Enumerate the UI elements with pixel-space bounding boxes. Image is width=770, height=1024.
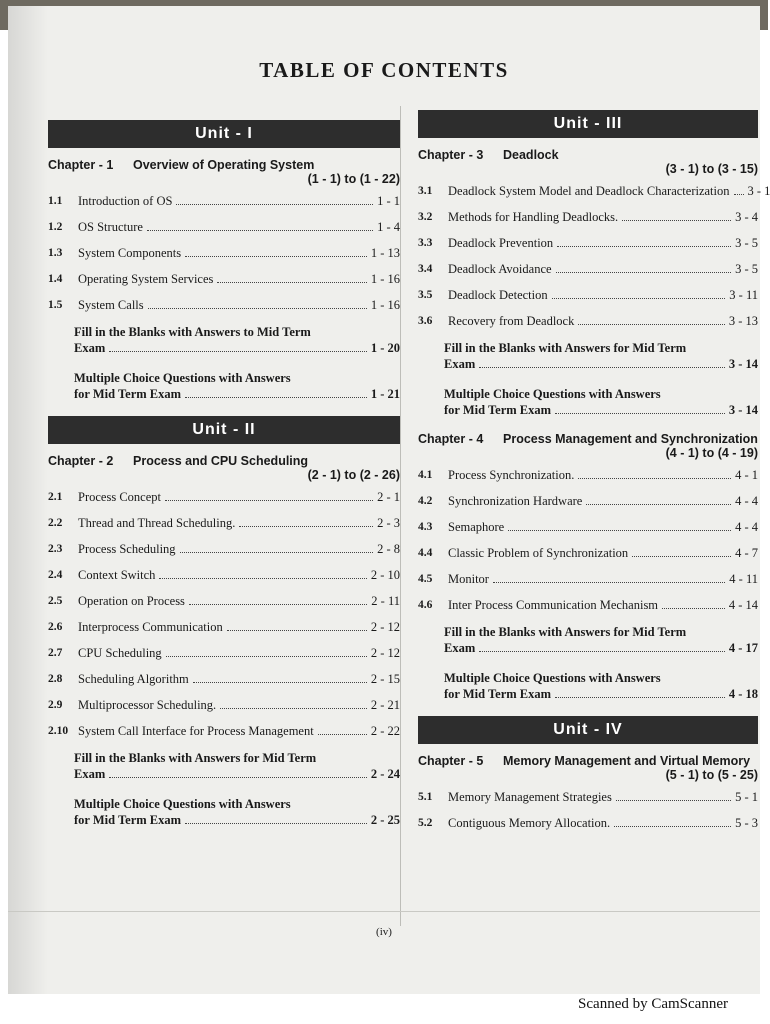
unit-header: Unit - II bbox=[48, 416, 400, 444]
section-number: 2.9 bbox=[48, 699, 63, 711]
dot-leader bbox=[239, 526, 373, 527]
review-page: 4 - 18 bbox=[728, 687, 758, 701]
chapter-heading bbox=[418, 148, 758, 176]
section-number: 1.1 bbox=[48, 195, 63, 207]
section-number: 3.2 bbox=[418, 211, 433, 223]
toc-entry bbox=[48, 568, 400, 583]
dot-leader bbox=[318, 734, 367, 735]
review-title-line2 bbox=[74, 340, 400, 356]
dot-leader bbox=[479, 651, 725, 652]
section-page: 2 - 21 bbox=[370, 698, 400, 712]
section-title: Operation on Process bbox=[78, 594, 185, 608]
section-number: 4.1 bbox=[418, 469, 433, 481]
review-title-line2 bbox=[74, 812, 400, 828]
section-number: 3.3 bbox=[418, 237, 433, 249]
review-section bbox=[74, 796, 400, 828]
dot-leader bbox=[616, 800, 731, 801]
section-title: Deadlock Prevention bbox=[448, 236, 554, 250]
review-section bbox=[74, 324, 400, 356]
section-title: Process Concept bbox=[78, 490, 161, 504]
section-title: Deadlock Detection bbox=[448, 288, 548, 302]
column-divider bbox=[400, 106, 401, 926]
toc-entry bbox=[48, 542, 400, 557]
section-title: Memory Management Strategies bbox=[448, 790, 612, 804]
dot-leader bbox=[479, 367, 725, 368]
review-title-end: for Mid Term Exam bbox=[444, 687, 552, 701]
toc-entry bbox=[48, 490, 400, 505]
review-page: 1 - 21 bbox=[370, 387, 400, 401]
section-page: 3 - 5 bbox=[735, 262, 758, 276]
unit-header: Unit - IV bbox=[418, 716, 758, 744]
toc-entry bbox=[418, 288, 758, 303]
toc-entry bbox=[48, 220, 400, 235]
toc-entry bbox=[48, 194, 400, 209]
review-section bbox=[74, 370, 400, 402]
section-title: Deadlock System Model and Deadlock Characterization bbox=[448, 184, 730, 198]
review-title-line2 bbox=[74, 386, 400, 402]
section-page: 2 - 1 bbox=[377, 490, 400, 504]
section-page: 5 - 3 bbox=[735, 816, 758, 830]
chapter-number: Chapter - 3 bbox=[418, 148, 484, 162]
dot-leader bbox=[734, 194, 744, 195]
page-title: TABLE OF CONTENTS bbox=[259, 58, 509, 82]
dot-leader bbox=[578, 324, 724, 325]
section-number: 4.6 bbox=[418, 599, 433, 611]
section-page: 3 - 1 bbox=[747, 184, 770, 198]
section-title: Contiguous Memory Allocation. bbox=[448, 816, 611, 830]
section-number: 2.6 bbox=[48, 621, 63, 633]
review-title-end: Exam bbox=[444, 641, 476, 655]
chapter-heading bbox=[418, 432, 758, 460]
chapter-title: Process Management and Synchronization bbox=[503, 432, 758, 446]
section-page: 2 - 10 bbox=[370, 568, 400, 582]
page-number: (iv) bbox=[376, 926, 392, 938]
left-column bbox=[48, 116, 400, 842]
review-title-line2 bbox=[444, 640, 758, 656]
section-page: 1 - 16 bbox=[370, 298, 400, 312]
section-title: Classic Problem of Synchronization bbox=[448, 546, 629, 560]
review-title-line1: Fill in the Blanks with Answers for Mid Term bbox=[74, 751, 317, 765]
section-title: OS Structure bbox=[78, 220, 143, 234]
section-title: Interprocess Communication bbox=[78, 620, 223, 634]
dot-leader bbox=[622, 220, 731, 221]
section-title: CPU Scheduling bbox=[78, 646, 162, 660]
review-title-line2 bbox=[74, 766, 400, 782]
review-title-line2 bbox=[444, 686, 758, 702]
chapter-row bbox=[418, 148, 758, 162]
dot-leader bbox=[166, 656, 367, 657]
dot-leader bbox=[493, 582, 725, 583]
dot-leader bbox=[159, 578, 366, 579]
review-title-line1: Multiple Choice Questions with Answers bbox=[444, 671, 661, 685]
dot-leader bbox=[180, 552, 374, 553]
section-page: 1 - 4 bbox=[377, 220, 400, 234]
section-title: Process Scheduling bbox=[78, 542, 176, 556]
chapter-number: Chapter - 4 bbox=[418, 432, 484, 446]
dot-leader bbox=[586, 504, 731, 505]
review-section bbox=[444, 670, 758, 702]
chapter-row bbox=[48, 454, 400, 468]
section-page: 4 - 4 bbox=[735, 520, 758, 534]
review-title-end: Exam bbox=[444, 357, 476, 371]
toc-entry bbox=[418, 520, 758, 535]
section-number: 2.3 bbox=[48, 543, 63, 555]
section-title: Methods for Handling Deadlocks. bbox=[448, 210, 619, 224]
toc-entry bbox=[48, 594, 400, 609]
review-section bbox=[444, 340, 758, 372]
chapter-number: Chapter - 2 bbox=[48, 454, 114, 468]
review-page: 3 - 14 bbox=[728, 357, 758, 371]
dot-leader bbox=[185, 256, 367, 257]
section-number: 1.3 bbox=[48, 247, 63, 259]
dot-leader bbox=[557, 246, 731, 247]
dot-leader bbox=[508, 530, 731, 531]
review-page: 2 - 25 bbox=[370, 813, 400, 827]
section-number: 3.1 bbox=[418, 185, 433, 197]
section-title: Multiprocessor Scheduling. bbox=[78, 698, 217, 712]
chapter-title: Deadlock bbox=[503, 148, 559, 162]
review-section bbox=[444, 624, 758, 656]
review-page: 2 - 24 bbox=[370, 767, 400, 781]
review-page: 1 - 20 bbox=[370, 341, 400, 355]
section-number: 5.1 bbox=[418, 791, 433, 803]
section-title: Semaphore bbox=[448, 520, 505, 534]
unit-header: Unit - III bbox=[418, 110, 758, 138]
section-number: 1.4 bbox=[48, 273, 63, 285]
dot-leader bbox=[662, 608, 725, 609]
chapter-title: Overview of Operating System bbox=[133, 158, 315, 172]
section-title: Inter Process Communication Mechanism bbox=[448, 598, 659, 612]
review-page: 3 - 14 bbox=[728, 403, 758, 417]
dot-leader bbox=[552, 298, 726, 299]
section-page: 3 - 5 bbox=[735, 236, 758, 250]
scanner-credit: Scanned by CamScanner bbox=[578, 996, 728, 1012]
section-title: Introduction of OS bbox=[78, 194, 173, 208]
review-title-end: Exam bbox=[74, 341, 106, 355]
toc-entry bbox=[418, 262, 758, 277]
dot-leader bbox=[632, 556, 731, 557]
section-number: 2.5 bbox=[48, 595, 63, 607]
section-page: 2 - 12 bbox=[370, 620, 400, 634]
review-title-line1: Fill in the Blanks with Answers for Mid Term bbox=[444, 341, 687, 355]
dot-leader bbox=[578, 478, 731, 479]
section-number: 4.2 bbox=[418, 495, 433, 507]
toc-entry bbox=[418, 546, 758, 561]
section-number: 1.2 bbox=[48, 221, 63, 233]
section-page: 4 - 1 bbox=[735, 468, 758, 482]
section-page: 2 - 3 bbox=[377, 516, 400, 530]
chapter-title: Memory Management and Virtual Memory bbox=[503, 754, 751, 768]
chapter-heading bbox=[418, 754, 758, 782]
dot-leader bbox=[217, 282, 366, 283]
chapter-page-range: (5 - 1) to (5 - 25) bbox=[665, 768, 758, 782]
section-number: 2.2 bbox=[48, 517, 63, 529]
section-title: Thread and Thread Scheduling. bbox=[78, 516, 236, 530]
section-number: 4.4 bbox=[418, 547, 433, 559]
section-page: 5 - 1 bbox=[735, 790, 758, 804]
section-title: System Call Interface for Process Management bbox=[78, 724, 314, 738]
document-page bbox=[8, 6, 770, 994]
review-title-line2 bbox=[444, 402, 758, 418]
section-page: 1 - 16 bbox=[370, 272, 400, 286]
section-page: 4 - 4 bbox=[735, 494, 758, 508]
dot-leader bbox=[176, 204, 373, 205]
toc-entry bbox=[48, 646, 400, 661]
toc-entry bbox=[48, 672, 400, 687]
toc-entry bbox=[418, 790, 758, 805]
chapter-page-range: (3 - 1) to (3 - 15) bbox=[665, 162, 758, 176]
review-title-end: Exam bbox=[74, 767, 106, 781]
dot-leader bbox=[147, 230, 373, 231]
section-title: System Calls bbox=[78, 298, 144, 312]
section-number: 2.8 bbox=[48, 673, 63, 685]
section-page: 2 - 12 bbox=[370, 646, 400, 660]
section-page: 2 - 8 bbox=[377, 542, 400, 556]
dot-leader bbox=[185, 397, 367, 398]
review-title-end: for Mid Term Exam bbox=[444, 403, 552, 417]
dot-leader bbox=[165, 500, 373, 501]
section-page: 3 - 11 bbox=[729, 288, 758, 302]
dot-leader bbox=[555, 697, 725, 698]
section-title: Process Synchronization. bbox=[448, 468, 575, 482]
review-title-line1: Multiple Choice Questions with Answers bbox=[444, 387, 661, 401]
unit-header: Unit - I bbox=[48, 120, 400, 148]
section-title: System Components bbox=[78, 246, 182, 260]
chapter-row bbox=[48, 158, 400, 172]
section-page: 3 - 4 bbox=[735, 210, 758, 224]
section-number: 2.1 bbox=[48, 491, 63, 503]
dot-leader bbox=[185, 823, 367, 824]
review-page: 4 - 17 bbox=[728, 641, 758, 655]
toc-entry bbox=[418, 314, 758, 329]
toc-entry bbox=[418, 494, 758, 509]
section-number: 2.4 bbox=[48, 569, 63, 581]
chapter-number: Chapter - 1 bbox=[48, 158, 114, 172]
toc-entry bbox=[418, 184, 770, 199]
section-number: 2.10 bbox=[48, 725, 69, 737]
section-page: 2 - 15 bbox=[370, 672, 400, 686]
section-title: Synchronization Hardware bbox=[448, 494, 583, 508]
review-title-line1: Multiple Choice Questions with Answers bbox=[74, 371, 291, 385]
review-title-end: for Mid Term Exam bbox=[74, 813, 182, 827]
section-page: 4 - 14 bbox=[728, 598, 758, 612]
dot-leader bbox=[193, 682, 367, 683]
chapter-page-range: (4 - 1) to (4 - 19) bbox=[665, 446, 758, 460]
section-number: 4.5 bbox=[418, 573, 433, 585]
review-title-line1: Fill in the Blanks with Answers to Mid Term bbox=[74, 325, 311, 339]
dot-leader bbox=[109, 777, 367, 778]
toc-entry bbox=[48, 516, 400, 531]
review-section bbox=[74, 750, 400, 782]
section-title: Operating System Services bbox=[78, 272, 214, 286]
section-title: Scheduling Algorithm bbox=[78, 672, 189, 686]
section-title: Recovery from Deadlock bbox=[448, 314, 575, 328]
review-title-line1: Fill in the Blanks with Answers for Mid Term bbox=[444, 625, 687, 639]
chapter-row bbox=[418, 432, 758, 446]
section-number: 5.2 bbox=[418, 817, 433, 829]
section-page: 1 - 13 bbox=[370, 246, 400, 260]
section-number: 3.5 bbox=[418, 289, 433, 301]
toc-entry bbox=[418, 468, 758, 483]
dot-leader bbox=[556, 272, 732, 273]
section-title: Deadlock Avoidance bbox=[448, 262, 552, 276]
section-page: 4 - 7 bbox=[735, 546, 758, 560]
section-title: Context Switch bbox=[78, 568, 156, 582]
chapter-title: Process and CPU Scheduling bbox=[133, 454, 309, 468]
section-page: 2 - 11 bbox=[371, 594, 400, 608]
chapter-number: Chapter - 5 bbox=[418, 754, 484, 768]
chapter-heading bbox=[48, 158, 400, 186]
section-title: Monitor bbox=[448, 572, 489, 586]
section-page: 4 - 11 bbox=[729, 572, 758, 586]
dot-leader bbox=[148, 308, 367, 309]
dot-leader bbox=[220, 708, 367, 709]
toc-entry bbox=[48, 298, 400, 313]
toc-entry bbox=[418, 598, 758, 613]
dot-leader bbox=[614, 826, 731, 827]
review-title-line2 bbox=[444, 356, 758, 372]
section-number: 3.4 bbox=[418, 263, 433, 275]
review-section bbox=[444, 386, 758, 418]
chapter-heading bbox=[48, 454, 400, 482]
dot-leader bbox=[109, 351, 367, 352]
section-number: 3.6 bbox=[418, 315, 433, 327]
section-number: 2.7 bbox=[48, 647, 63, 659]
toc-entry bbox=[418, 572, 758, 587]
toc-entry bbox=[48, 698, 400, 713]
chapter-page-range: (2 - 1) to (2 - 26) bbox=[307, 468, 400, 482]
chapter-page-range: (1 - 1) to (1 - 22) bbox=[307, 172, 400, 186]
section-number: 1.5 bbox=[48, 299, 63, 311]
toc-entry bbox=[418, 210, 758, 225]
toc-entry bbox=[48, 724, 400, 739]
dot-leader bbox=[189, 604, 367, 605]
section-page: 1 - 1 bbox=[377, 194, 400, 208]
toc-entry bbox=[48, 620, 400, 635]
toc-entry bbox=[48, 272, 400, 287]
section-page: 2 - 22 bbox=[370, 724, 400, 738]
section-page: 3 - 13 bbox=[728, 314, 758, 328]
review-title-line1: Multiple Choice Questions with Answers bbox=[74, 797, 291, 811]
toc-entry bbox=[48, 246, 400, 261]
dot-leader bbox=[227, 630, 367, 631]
chapter-row bbox=[418, 754, 758, 768]
toc-entry bbox=[418, 236, 758, 251]
review-title-end: for Mid Term Exam bbox=[74, 387, 182, 401]
dot-leader bbox=[555, 413, 725, 414]
footer-rule bbox=[8, 911, 760, 912]
section-number: 4.3 bbox=[418, 521, 433, 533]
toc-entry bbox=[418, 816, 758, 831]
right-column bbox=[418, 106, 770, 842]
